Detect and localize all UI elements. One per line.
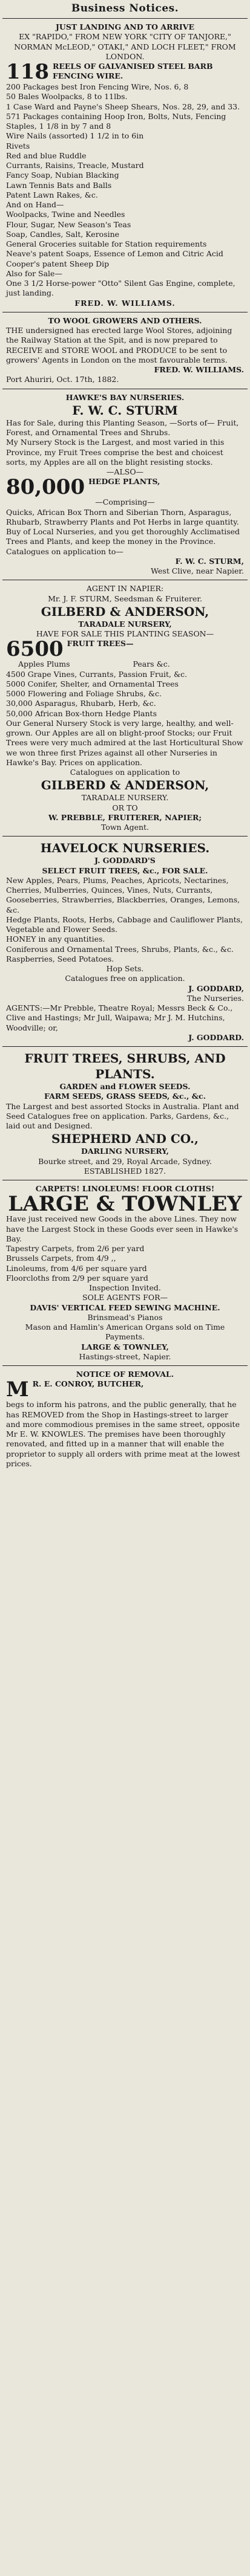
- ad-body: Inspection Invited.: [89, 1283, 161, 1292]
- sole-item: Brinsmead's Pianos: [87, 1312, 163, 1322]
- ad-name: R. E. CONROY, BUTCHER,: [32, 1379, 144, 1389]
- signature: LARGE & TOWNLEY,: [81, 1342, 169, 1351]
- list-item: Tapestry Carpets, from 2/6 per yard: [6, 1244, 145, 1253]
- list-item: Rivets: [6, 141, 30, 150]
- ad-body: The Largest and best assorted Stocks in Australia. Plant and Seed Catalogues free on application. Parks, Gardens, &c., laid out and Designed.: [6, 1101, 239, 1130]
- sole-item: Mason and Hamlin's American Organs sold on Time Payments.: [25, 1322, 225, 1342]
- divider: [2, 836, 248, 837]
- ad-body: My Nursery Stock is the Largest, and most varied in this Province, my Fruit Trees comprise the best and choicest sorts, my Apples are all on the blight resisting stocks.: [6, 438, 225, 467]
- list-item: General Groceries suitable for Station requirements: [6, 239, 207, 248]
- ad-heading: JUST LANDING AND TO ARRIVE: [56, 22, 194, 31]
- or-line: OR TO: [112, 803, 138, 812]
- lead-text: REELS OF GALVANISED STEEL BARB FENCING WIRE.: [52, 62, 213, 81]
- page-title: Business Notices.: [71, 2, 179, 15]
- newspaper-column: [2, 0, 248, 1470]
- list-item: Linoleums, from 4/6 per square yard: [6, 1263, 147, 1273]
- lead-number: 118: [6, 60, 49, 84]
- list-item: 50,000 African Box-thorn Hedge Plants: [6, 708, 157, 718]
- ad-also: —ALSO—: [106, 467, 144, 476]
- place: The Nurseries.: [186, 993, 244, 1003]
- signature: GILBERD & ANDERSON,: [41, 778, 209, 793]
- lead-text: FRUIT TREES—: [67, 639, 134, 649]
- list-item: 571 Packages containing Hoop Iron, Bolts, Nuts, Fencing Staples, 1 1/8 in by 7 and 8: [6, 111, 226, 131]
- list-item: Patent Lawn Rakes, &c.: [6, 190, 98, 199]
- ad-sale: HAVE FOR SALE THIS PLANTING SEASON—: [36, 629, 214, 638]
- address: Bourke street, and 29, Royal Arcade, Sydney.: [38, 1156, 212, 1166]
- lead-row: [6, 637, 244, 662]
- list-item: 5000 Conifer, Shelter, and Ornamental Trees: [6, 679, 179, 688]
- price-list: [6, 1244, 244, 1283]
- place: West Clive, near Napier.: [151, 566, 244, 575]
- ad-body: Raspberries, Seed Potatoes.: [6, 954, 114, 963]
- ad-catalogues: Catalogues free on application.: [65, 974, 185, 983]
- ad-heading: TO WOOL GROWERS AND OTHERS.: [48, 316, 202, 325]
- ad-shepherd-co: [2, 1049, 248, 1177]
- ad-sturm-nurseries: [2, 392, 248, 578]
- lead-row: [6, 62, 244, 82]
- list-item: Fancy Soap, Nubian Blacking: [6, 170, 119, 180]
- ad-body: Have just received new Goods in the above Lines. They now have the Largest Stock in these Goods ever seen in Hawke's Bay.: [6, 1214, 238, 1243]
- established: ESTABLISHED 1827.: [84, 1166, 166, 1176]
- sole-item: DAVIS' VERTICAL FEED SEWING MACHINE.: [30, 1303, 220, 1312]
- address: Hastings-street, Napier.: [79, 1351, 171, 1361]
- ad-heading: FRUIT TREES, SHRUBS, AND PLANTS.: [24, 1051, 226, 1081]
- ad-catalogues: Catalogues on application to—: [6, 546, 123, 556]
- lead-text: HEDGE PLANTS,: [88, 477, 160, 487]
- list-item: Also for Sale—: [6, 268, 62, 278]
- ad-heading: CARPETS! LINOLEUMS! FLOOR CLOTHS!: [35, 1184, 215, 1193]
- fruit-left: Apples Plums: [18, 659, 70, 669]
- firm-sub: DARLING NURSERY,: [81, 1147, 169, 1156]
- list-item: Red and blue Ruddle: [6, 150, 87, 160]
- ad-williams-imports: [2, 21, 248, 309]
- ad-owner: J. GODDARD'S: [94, 856, 156, 866]
- ad-heading: HAVELOCK NURSERIES.: [40, 841, 210, 856]
- list-item: And on Hand—: [6, 200, 64, 209]
- ad-conroy-removal: [2, 1368, 248, 1470]
- ad-agents: AGENTS:—Mr Prebble, Theatre Royal; Messrs Beck & Co., Clive and Hastings; Mr Jull, Waipawa; Mr J. M. Hutchins, Woodville; or,: [6, 1003, 233, 1032]
- list-item: One 3 1/2 Horse-power "Otto" Silent Gas Engine, complete, just landing.: [6, 279, 235, 298]
- list-item: 5000 Flowering and Foliage Shrubs, &c.: [6, 689, 162, 698]
- ad-wool-stores: [2, 315, 248, 386]
- list-item: Wire Nails (assorted) 1 1/2 in to 6in: [6, 131, 144, 141]
- list-item: Floorcloths from 2/9 per square yard: [6, 1273, 148, 1283]
- list-item: 200 Packages best Iron Fencing Wire, Nos. 6, 8: [6, 82, 189, 91]
- fruit-row: [6, 659, 244, 669]
- divider: [2, 1365, 248, 1366]
- list-item: Lawn Tennis Bats and Balls: [6, 180, 112, 190]
- ad-body: Buy of Local Nurseries, and you get thoroughly Acclimatised Trees and Plants, and keep the money in the Province.: [6, 527, 240, 546]
- signature: J. GODDARD.: [188, 1032, 244, 1042]
- lead-row: [6, 475, 244, 500]
- ad-name: LARGE & TOWNLEY: [8, 1192, 242, 1217]
- ad-body: Hop Sets.: [106, 964, 144, 973]
- place: TARADALE NURSERY.: [81, 793, 169, 803]
- list-item: Flour, Sugar, New Season's Teas: [6, 219, 131, 229]
- ad-subtitle: SELECT FRUIT TREES, &c., FOR SALE.: [42, 866, 208, 875]
- ad-sub: GARDEN and FLOWER SEEDS.: [59, 1082, 191, 1091]
- list-item: Brussels Carpets, from 4/9 ,,: [6, 1254, 116, 1263]
- list-item: 50 Bales Woolpacks, 8 to 11lbs.: [6, 92, 128, 102]
- signature: FRED. W. WILLIAMS.: [74, 298, 176, 308]
- ad-name: SHEPHERD AND CO.,: [51, 1131, 199, 1147]
- ad-body: THE undersigned has erected large Wool Stores, adjoining the Railway Station at the Spit, and is now prepared to RECEIVE and STORE WOOL and PRODUCE to be sent to growers' Agents in London on the most favourable terms.: [6, 326, 232, 364]
- signature: FRED. W. WILLIAMS.: [154, 365, 244, 374]
- agent2-role: Town Agent.: [100, 823, 150, 832]
- ad-comprising: —Comprising—: [95, 497, 155, 507]
- lead-number: 80,000: [6, 475, 85, 500]
- stock-list: [6, 670, 244, 719]
- sole-label: SOLE AGENTS FOR—: [82, 1293, 168, 1303]
- agent2-name: W. PREBBLE, FRUITERER, NAPIER;: [48, 812, 202, 822]
- ad-name: GILBERD & ANDERSON,: [41, 604, 209, 619]
- ad-body: Coniferous and Ornamental Trees, Shrubs, Plants, &c., &c.: [6, 944, 234, 954]
- ad-havelock-nurseries: [2, 839, 248, 1044]
- divider: [2, 18, 248, 19]
- ad-body: Hedge Plants, Roots, Herbs, Cabbage and Cauliflower Plants, Vegetable and Flower Seeds.: [6, 914, 243, 934]
- list-item: Cooper's patent Sheep Dip: [6, 259, 110, 268]
- ad-body: New Apples, Pears, Plums, Peaches, Apricots, Nectarines, Cherries, Mulberries, Quinces, Vines, Nuts, Currants, Gooseberries, Strawberries, Blackberries, Oranges, Lemons, &c.: [6, 875, 240, 914]
- ad-body: begs to inform his patrons, and the public generally, that he has REMOVED from the Shop in Hastings-street to larger and more commodious premises in the same street, opposite Mr E. W. KNOWLES. The premises have been thoroughly renovated, and fitted up in a manner that will enable the proprietor to supply all orders with prime meat at the lowest prices.: [6, 1400, 240, 1468]
- ad-gilberd-anderson: [2, 583, 248, 833]
- list-item: 30,000 Asparagus, Rhubarb, Herb, &c.: [6, 699, 156, 708]
- agent-name: Mr. J. F. STURM, Seedsman & Fruiterer.: [48, 594, 202, 603]
- ad-large-townley: [2, 1183, 248, 1363]
- ad-intro: Has for Sale, during this Planting Season, —Sorts of— Fruit, Forest, and Ornamental Trees and Shrubs.: [6, 418, 239, 437]
- list-item: 4500 Grape Vines, Currants, Passion Fruit, &c.: [6, 669, 188, 679]
- ad-sub: FARM SEEDS, GRASS SEEDS, &c., &c.: [44, 1092, 206, 1101]
- ad-ships: EX "RAPIDO," FROM NEW YORK "CITY OF TANJORE," NORMAN McLEOD," OTAKI," AND LOCH FLEET," FROM LONDON.: [14, 32, 236, 61]
- agent-label: AGENT IN NAPIER:: [86, 584, 164, 594]
- drop-cap: M: [6, 1377, 29, 1402]
- ad-heading: HAWKE'S BAY NURSERIES.: [65, 392, 185, 402]
- ad-body: HONEY in any quantities.: [6, 934, 105, 944]
- date-line: Port Ahuriri, Oct. 17th, 1882.: [6, 375, 119, 384]
- list-item: Neave's patent Soaps, Essence of Lemon and Citric Acid: [6, 249, 223, 259]
- ad-body: Quicks, African Box Thorn and Siberian Thorn, Asparagus, Rhubarb, Strawberry Plants and Pot Herbs in large quantity.: [6, 507, 239, 526]
- fruit-right: Pears &c.: [133, 659, 170, 669]
- signature: J. GODDARD,: [188, 983, 244, 993]
- list-item: Woolpacks, Twine and Needles: [6, 210, 125, 219]
- ad-body: Our General Nursery Stock is very large, healthy, and well-grown. Our Apples are all on blight-proof Stocks; our Fruit Trees were very much admired at the last Horticultural Show we won three first Prizes against all other Nurseries in Hawke's Bay. Prices on application.: [6, 718, 243, 767]
- nursery-name: TARADALE NURSERY,: [78, 619, 172, 629]
- stock-list: [6, 82, 244, 299]
- divider: [2, 1046, 248, 1047]
- lead-number: 6500: [6, 637, 64, 662]
- list-item: 1 Case Ward and Payne's Sheep Shears, Nos. 28, 29, and 33.: [6, 102, 240, 111]
- list-item: Currants, Raisins, Treacle, Mustard: [6, 161, 144, 170]
- lead-row: [6, 1379, 244, 1400]
- ad-catalogues: Catalogues on application to: [70, 768, 180, 777]
- ad-name: F. W. C. STURM: [72, 403, 178, 418]
- list-item: Soap, Candles, Salt, Kerosine: [6, 229, 120, 239]
- ad-heading: NOTICE OF REMOVAL.: [76, 1370, 174, 1379]
- signature: F. W. C. STURM,: [175, 556, 244, 566]
